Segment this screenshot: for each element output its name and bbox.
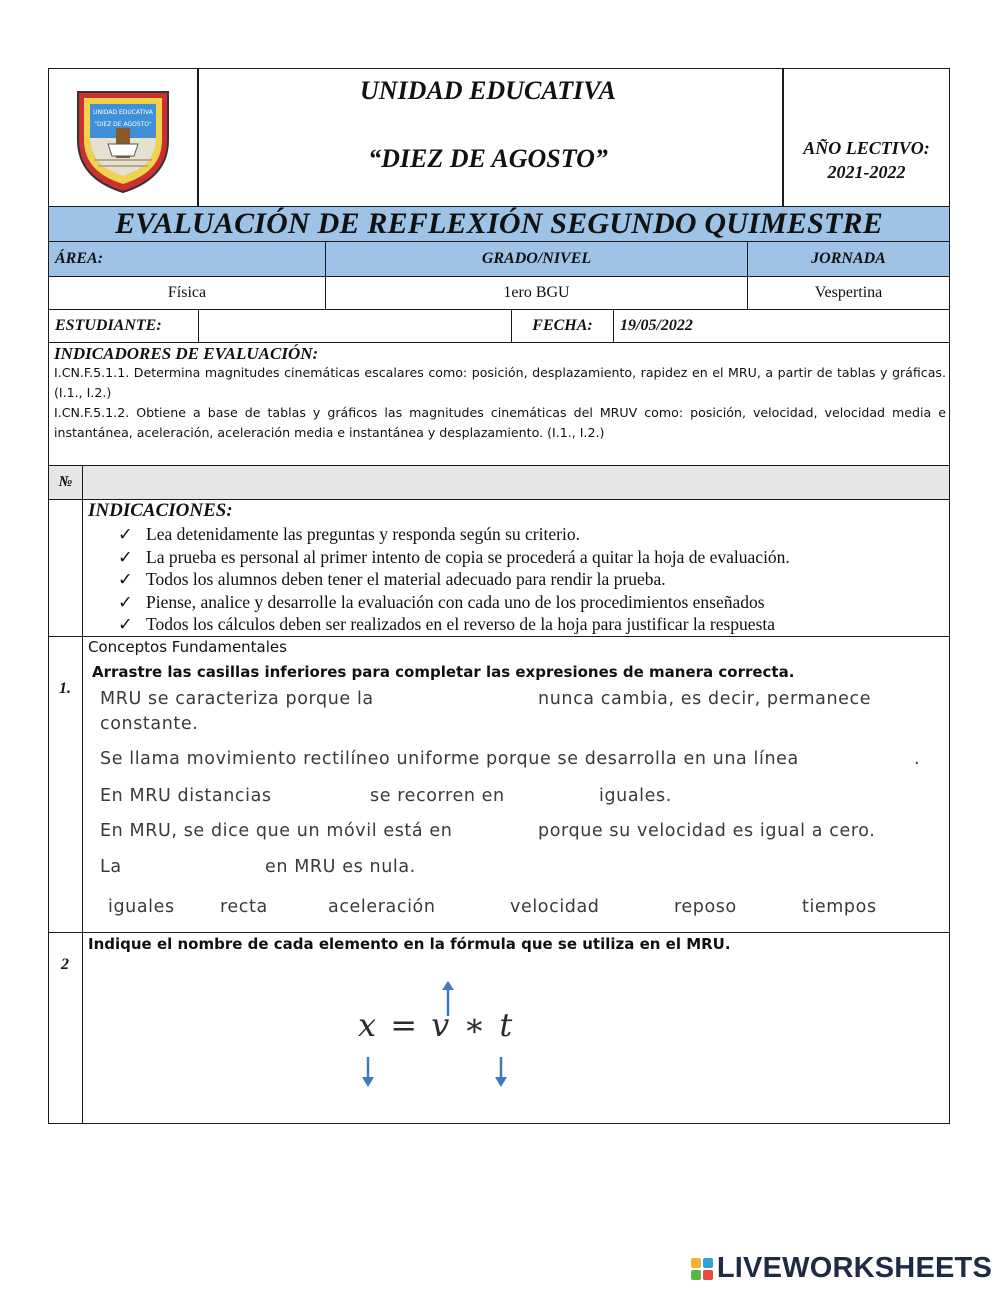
sentence-3-part-a: En MRU distancias xyxy=(100,786,272,806)
drag-word-iguales[interactable]: iguales xyxy=(108,897,175,917)
question-2-cell xyxy=(82,932,950,1124)
school-crest-logo xyxy=(72,82,174,194)
drag-word-tiempos[interactable]: tiempos xyxy=(802,897,877,917)
sentence-1-part-c: constante. xyxy=(100,714,199,734)
check-icon: ✓ xyxy=(118,524,133,544)
worksheet xyxy=(48,68,950,1124)
instruction-text: Piense, analice y desarrolle la evaluación con cada uno de los procedimientos enseñados xyxy=(146,592,765,612)
arrow-down-icon xyxy=(494,1056,508,1088)
student-name-field[interactable] xyxy=(198,309,512,343)
evaluation-title: EVALUACIÓN DE REFLEXIÓN SEGUNDO QUIMESTRE xyxy=(48,206,950,242)
drag-word-aceleracion[interactable]: aceleración xyxy=(328,897,436,917)
area-label: ÁREA: xyxy=(48,241,326,277)
drag-word-velocidad[interactable]: velocidad xyxy=(510,897,600,917)
number-header: № xyxy=(48,465,83,500)
sentence-3-part-c: iguales. xyxy=(599,786,672,806)
liveworksheets-brand xyxy=(691,1252,992,1285)
area-value: Física xyxy=(48,276,326,310)
question-1-instruction: Arrastre las casillas inferiores para completar las expresiones de manera correcta. xyxy=(92,663,795,681)
school-name-line2: “DIEZ DE AGOSTO” xyxy=(368,144,608,173)
check-icon: ✓ xyxy=(118,592,133,612)
question-1-number: 1. xyxy=(59,680,71,697)
sentence-1-part-a: MRU se caracteriza porque la xyxy=(100,689,374,709)
sentence-4-part-b: porque su velocidad es igual a cero. xyxy=(538,821,876,841)
liveworksheets-logo-icon xyxy=(691,1258,713,1280)
fecha-label: FECHA: xyxy=(511,309,614,343)
instruction-text: Todos los alumnos deben tener el material adecuado para rendir la prueba. xyxy=(146,569,666,589)
question-2-number: 2 xyxy=(61,956,69,973)
instruction-text: Todos los cálculos deben ser realizados en el reverso de la hoja para justificar la respuesta xyxy=(146,614,776,634)
instruction-item xyxy=(118,568,666,590)
question-2-instruction: Indique el nombre de cada elemento en la fórmula que se utiliza en el MRU. xyxy=(88,935,731,953)
indicator-2: I.CN.F.5.1.2. Obtiene a base de tablas y gráficos las magnitudes cinemáticas del MRUV como: posición, velocidad, velocidad media e instantánea, aceleración, aceleración media e instantánea y desplazamiento. (I.1., I.2.) xyxy=(54,405,946,440)
brand-text: LIVEWORKSHEETS xyxy=(716,1252,992,1284)
arrow-up-icon xyxy=(441,980,455,1018)
instructions-title: INDICACIONES: xyxy=(88,500,233,521)
mru-formula: x = v ∗ t xyxy=(358,1006,515,1044)
arrow-down-icon xyxy=(361,1056,375,1088)
instruction-item xyxy=(118,546,790,568)
jornada-label: JORNADA xyxy=(747,241,950,277)
school-year-block xyxy=(783,136,950,184)
instruction-item xyxy=(118,523,580,545)
year-value: 2021-2022 xyxy=(827,162,906,182)
indicators-heading: INDICADORES DE EVALUACIÓN: xyxy=(54,344,319,363)
instruction-text: Lea detenidamente las preguntas y responda según su criterio. xyxy=(146,524,580,544)
jornada-value: Vespertina xyxy=(747,276,950,310)
instruction-item xyxy=(118,591,765,613)
number-header-blank xyxy=(82,465,950,500)
check-icon: ✓ xyxy=(118,614,133,634)
indicator-1: I.CN.F.5.1.1. Determina magnitudes cinemáticas escalares como: posición, desplazamiento, rapidez en el MRU, a partir de tablas y gráficas. (I.1., I.2.) xyxy=(54,365,946,400)
sentence-3-part-b: se recorren en xyxy=(370,786,505,806)
student-label: ESTUDIANTE: xyxy=(48,309,199,343)
question-1-subtitle: Conceptos Fundamentales xyxy=(88,638,287,656)
instruction-item xyxy=(118,613,775,635)
sentence-5-part-a: La xyxy=(100,857,122,877)
sentence-4-part-a: En MRU, se dice que un móvil está en xyxy=(100,821,453,841)
school-name-line1: UNIDAD EDUCATIVA xyxy=(360,76,616,105)
sentence-2-part-a: Se llama movimiento rectilíneo uniforme porque se desarrolla en una línea xyxy=(100,749,799,769)
logo-text-mid: "DIEZ DE AGOSTO" xyxy=(94,121,152,128)
instruction-text: La prueba es personal al primer intento de copia se procederá a quitar la hoja de evaluación. xyxy=(146,547,790,567)
sentence-2-part-b: . xyxy=(914,749,921,769)
check-icon: ✓ xyxy=(118,569,133,589)
check-icon: ✓ xyxy=(118,547,133,567)
grado-label: GRADO/NIVEL xyxy=(325,241,748,277)
drag-word-reposo[interactable]: reposo xyxy=(674,897,737,917)
grado-value: 1ero BGU xyxy=(325,276,748,310)
sentence-5-part-b: en MRU es nula. xyxy=(265,857,416,877)
instructions-number-cell xyxy=(48,499,83,637)
fecha-value: 19/05/2022 xyxy=(613,309,950,343)
year-label: AÑO LECTIVO: xyxy=(803,138,930,158)
sentence-1-part-b: nunca cambia, es decir, permanece xyxy=(538,689,872,709)
logo-text-top: UNIDAD EDUCATIVA xyxy=(93,109,153,116)
drag-word-recta[interactable]: recta xyxy=(220,897,268,917)
